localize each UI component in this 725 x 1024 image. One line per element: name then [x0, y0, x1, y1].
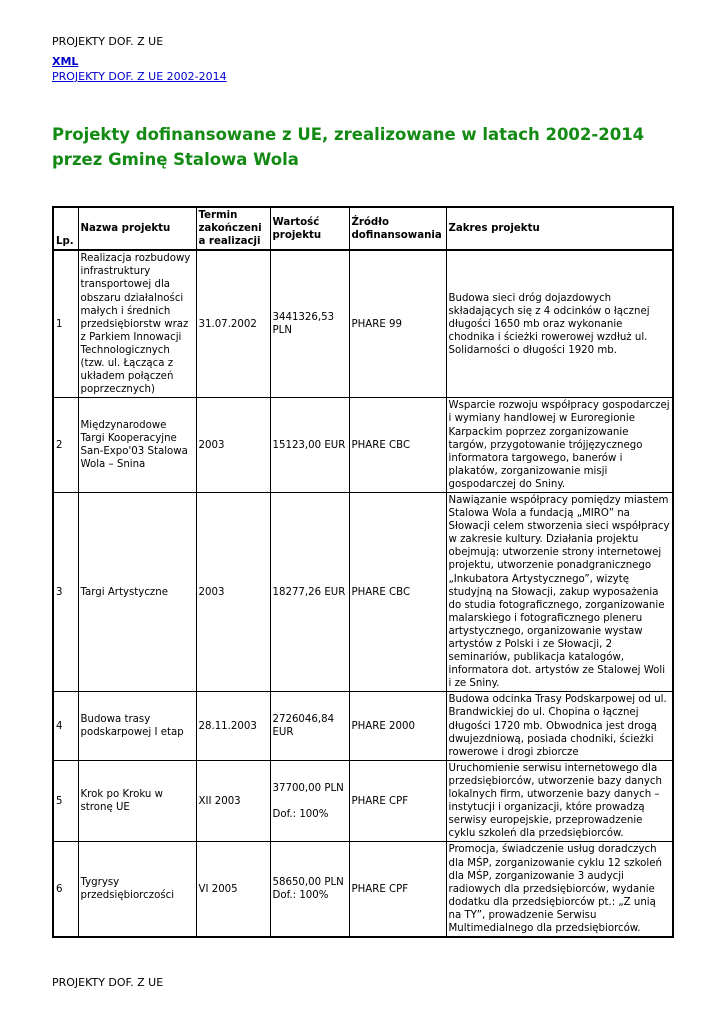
cell-source: PHARE CPF: [349, 760, 446, 842]
value-cofinancing: Dof.: 100%: [272, 808, 329, 820]
value-amount: 3441326,53 PLN: [272, 312, 335, 337]
cell-lp: 1: [53, 250, 78, 398]
cell-value: [270, 492, 349, 691]
cell-value: [270, 250, 349, 398]
cell-name: Krok po Kroku w stronę UE: [78, 760, 196, 842]
cell-value: [270, 398, 349, 493]
cell-source: PHARE 2000: [349, 692, 446, 760]
cell-term: 2003: [196, 492, 270, 691]
cell-value: [270, 842, 349, 937]
cell-scope: Budowa odcinka Trasy Podskarpowej od ul. Brandwickiej do ul. Chopina o łącznej długości 1720 mb. Obwodnica jest drogą dwujezdniową, posiada chodniki, ścieżki rowerowe i drogi zbiorcze: [446, 692, 673, 760]
cell-term: 2003: [196, 398, 270, 493]
table-header-row: [53, 207, 673, 250]
cell-name: Budowa trasy podskarpowej I etap: [78, 692, 196, 760]
cell-name: Tygrysy przedsiębiorczości: [78, 842, 196, 937]
column-header-lp: Lp.: [53, 207, 78, 250]
table-row: [53, 398, 673, 493]
cell-source: PHARE 99: [349, 250, 446, 398]
cell-lp: 5: [53, 760, 78, 842]
cell-source: PHARE CPF: [349, 842, 446, 937]
table-row: [53, 692, 673, 760]
cell-term: 31.07.2002: [196, 250, 270, 398]
table-row: [53, 842, 673, 937]
table-row: [53, 492, 673, 691]
projects-table: [52, 206, 674, 938]
cell-value: [270, 692, 349, 760]
column-header-name: Nazwa projektu: [78, 207, 196, 250]
cell-name: Realizacja rozbudowy infrastruktury transportowej dla obszaru działalności małych i średnich przedsiębiorstw wraz z Parkiem Innowacji Technologicznych (tzw. ul. Łącząca z układem połączeń poprzecznych): [78, 250, 196, 398]
cell-lp: 2: [53, 398, 78, 493]
value-amount: 2726046,84 EUR: [272, 714, 335, 739]
column-header-value: Wartość projektu: [270, 207, 349, 250]
page-header: PROJEKTY DOF. Z UE: [52, 35, 164, 48]
page-footer: PROJEKTY DOF. Z UE: [52, 976, 164, 989]
cell-scope: Promocja, świadczenie usług doradczych dla MŚP, zorganizowanie cyklu 12 szkoleń dla MŚP, zorganizowanie 3 audycji radiowych dla przedsiębiorców, wydanie dodatku dla przedsiębiorców pt.: „Z unią na TY”, prowadzenie Serwisu Multimedialnego dla przedsiębiorców.: [446, 842, 673, 937]
column-header-term: Termin zakończenia realizacji: [196, 207, 270, 250]
cell-source: PHARE CBC: [349, 398, 446, 493]
table-row: [53, 760, 673, 842]
cell-scope: Wsparcie rozwoju współpracy gospodarczej i wymiany handlowej w Euroregionie Karpackim poprzez zorganizowanie targów, przygotowanie trójjęzycznego informatora targowego, banerów i plakatów, zorganizowanie misji gospodarczej do Sniny.: [446, 398, 673, 493]
cell-lp: 3: [53, 492, 78, 691]
page-title: Projekty dofinansowane z UE, zrealizowane w latach 2002-2014 przez Gminę Stalowa Wola: [52, 125, 645, 169]
cell-name: Targi Artystyczne: [78, 492, 196, 691]
cell-source: PHARE CBC: [349, 492, 446, 691]
cell-term: VI 2005: [196, 842, 270, 937]
xml-link[interactable]: XML: [52, 55, 79, 68]
cell-scope: Nawiązanie współpracy pomiędzy miastem Stalowa Wola a fundacją „MIRO” na Słowacji celem stworzenia sieci współpracy w zakresie kultury. Działania projektu obejmują: utworzenie strony internetowej projektu, utworzenie ponadgranicznego „Inkubatora Artystycznego”, wizytę studyjną na Słowacji, zakup wyposażenia do studia fotograficznego, zorganizowanie malarskiego i fotograficznego pleneru artystycznego, organizowanie wystaw artystów z Polski i ze Słowacji, 2 seminariów, publikacja katalogów, informatora dot. artystów ze Stalowej Woli i ze Sniny.: [446, 492, 673, 691]
cell-lp: 6: [53, 842, 78, 937]
value-amount: 18277,26 EUR: [272, 586, 346, 598]
cell-value: [270, 760, 349, 842]
value-cofinancing: Dof.: 100%: [272, 890, 329, 902]
cell-term: 28.11.2003: [196, 692, 270, 760]
cell-name: Międzynarodowe Targi Kooperacyjne San-Expo'03 Stalowa Wola – Snina: [78, 398, 196, 493]
cell-lp: 4: [53, 692, 78, 760]
value-amount: 15123,00 EUR: [272, 439, 346, 451]
cell-scope: Budowa sieci dróg dojazdowych składających się z 4 odcinków o łącznej długości 1650 mb oraz wykonanie chodnika i ścieżki rowerowej wzdłuż ul. Solidarności o długości 1920 mb.: [446, 250, 673, 398]
value-amount: 37700,00 PLN: [272, 782, 344, 794]
column-header-scope: Zakres projektu: [446, 207, 673, 250]
cell-scope: Uruchomienie serwisu internetowego dla przedsiębiorców, utworzenie bazy danych lokalnych firm, utworzenie bazy danych – instytucji i organizacji, które prowadzą serwisy europejskie, przeprowadzenie cyklu szkoleń dla przedsiębiorców.: [446, 760, 673, 842]
table-row: [53, 250, 673, 398]
value-amount: 58650,00 PLN: [272, 877, 344, 889]
column-header-source: Źródło dofinansowania: [349, 207, 446, 250]
breadcrumb-link[interactable]: PROJEKTY DOF. Z UE 2002-2014: [52, 70, 227, 83]
cell-term: XII 2003: [196, 760, 270, 842]
